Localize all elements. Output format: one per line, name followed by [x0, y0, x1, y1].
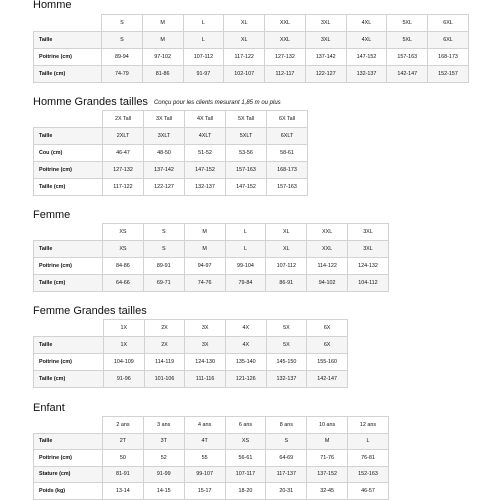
table-cell: 137-152 [307, 466, 348, 483]
table-cell: 3T [143, 433, 184, 450]
table-cell: 84-86 [103, 258, 144, 275]
table-row [34, 354, 348, 371]
column-header: 5XL [387, 15, 428, 32]
table-row [34, 179, 308, 196]
column-header: XL [224, 15, 265, 32]
size-table-femme [33, 223, 389, 292]
table-cell: 142-147 [387, 66, 428, 83]
section-title-femme: Femme [33, 209, 71, 221]
table-cell: 5XL [387, 32, 428, 49]
table-cell: XS [103, 241, 144, 258]
table-cell: 55 [184, 450, 225, 467]
table-cell: M [184, 241, 225, 258]
column-header: 2X [144, 320, 185, 337]
table-cell: 3XLT [144, 128, 185, 145]
table-header-row [34, 417, 389, 434]
table-cell: 13-14 [103, 483, 144, 500]
table-cell: 152-163 [348, 466, 389, 483]
table-cell: 46-57 [348, 483, 389, 500]
column-header: XXL [265, 15, 306, 32]
column-header: 5X Tall [226, 111, 267, 128]
table-cell: 69-71 [143, 275, 184, 292]
column-header: 6X [307, 320, 348, 337]
table-cell: 137-142 [305, 49, 346, 66]
table-cell: 121-126 [225, 371, 266, 388]
column-header: S [143, 224, 184, 241]
table-cell: 112-117 [265, 66, 306, 83]
column-header: 2 ans [103, 417, 144, 434]
table-row [34, 450, 389, 467]
table-cell: 157-163 [387, 49, 428, 66]
table-cell: 81-86 [142, 66, 183, 83]
column-header: 2X Tall [103, 111, 144, 128]
column-header: L [183, 15, 224, 32]
table-cell: 15-17 [184, 483, 225, 500]
table-cell: 81-91 [103, 466, 144, 483]
table-cell: 117-137 [266, 466, 307, 483]
column-header: 12 ans [348, 417, 389, 434]
table-cell: 48-50 [144, 145, 185, 162]
row-label: Poids (kg) [34, 483, 103, 500]
table-cell: 107-112 [183, 49, 224, 66]
table-cell: 2XLT [103, 128, 144, 145]
table-cell: 117-122 [224, 49, 265, 66]
size-table-homme [33, 14, 469, 83]
table-cell: 99-104 [225, 258, 266, 275]
column-header: 4 ans [184, 417, 225, 434]
table-cell: 14-15 [143, 483, 184, 500]
table-cell: 107-117 [225, 466, 266, 483]
table-cell: 3XL [348, 241, 389, 258]
size-table-homme-grandes-tailles [33, 110, 308, 196]
table-cell: XXL [265, 32, 306, 49]
column-header: M [184, 224, 225, 241]
row-label: Poitrine (cm) [34, 49, 102, 66]
table-cell: 104-112 [348, 275, 389, 292]
table-cell: 168-173 [428, 49, 469, 66]
table-cell: 4XL [346, 32, 387, 49]
column-header: 3XL [305, 15, 346, 32]
table-cell: S [143, 241, 184, 258]
table-cell: 64-69 [266, 450, 307, 467]
column-header: 3X [185, 320, 226, 337]
table-cell: 4X [225, 337, 266, 354]
header-corner [34, 320, 104, 337]
column-header: 6X Tall [267, 111, 308, 128]
row-label: Poitrine (cm) [34, 450, 103, 467]
table-cell: 91-97 [183, 66, 224, 83]
section-note: Conçu pour les clients mesurant 1,85 m ou plus [153, 100, 281, 106]
row-label: Poitrine (cm) [34, 162, 103, 179]
table-cell: 74-79 [102, 66, 143, 83]
column-header: L [225, 224, 266, 241]
table-cell: 107-112 [266, 258, 307, 275]
table-cell: 145-150 [266, 354, 307, 371]
table-cell: 74-76 [184, 275, 225, 292]
table-cell: 124-132 [348, 258, 389, 275]
row-label: Taille [34, 241, 103, 258]
table-cell: S [102, 32, 143, 49]
table-cell: XXL [307, 241, 348, 258]
table-cell: 157-163 [267, 179, 308, 196]
table-cell: 94-102 [307, 275, 348, 292]
table-cell: 52 [143, 450, 184, 467]
table-cell: 51-52 [185, 145, 226, 162]
table-cell: 6XLT [267, 128, 308, 145]
table-row [34, 275, 389, 292]
column-header: 3 ans [143, 417, 184, 434]
size-table-enfant [33, 416, 389, 500]
row-label: Taille [34, 337, 104, 354]
table-cell: 58-61 [267, 145, 308, 162]
column-header: 8 ans [266, 417, 307, 434]
header-corner [34, 417, 103, 434]
table-cell: 5XLT [226, 128, 267, 145]
row-label: Taille [34, 128, 103, 145]
row-label: Taille [34, 433, 103, 450]
table-row [34, 162, 308, 179]
table-cell: 91-96 [104, 371, 145, 388]
table-cell: 104-109 [104, 354, 145, 371]
column-header: M [142, 15, 183, 32]
table-cell: 50 [103, 450, 144, 467]
table-row [34, 371, 348, 388]
table-cell: 71-76 [307, 450, 348, 467]
table-cell: 147-152 [346, 49, 387, 66]
table-cell: 117-122 [103, 179, 144, 196]
column-header: 4X [225, 320, 266, 337]
table-cell: 168-173 [267, 162, 308, 179]
size-table-femme-grandes-tailles [33, 319, 348, 388]
column-header: 5X [266, 320, 307, 337]
column-header: 4X Tall [185, 111, 226, 128]
table-cell: 64-66 [103, 275, 144, 292]
table-header-row [34, 111, 308, 128]
table-cell: 1X [104, 337, 145, 354]
table-cell: 76-81 [348, 450, 389, 467]
row-label: Poitrine (cm) [34, 354, 104, 371]
column-header: 1X [104, 320, 145, 337]
row-label: Taille (cm) [34, 275, 103, 292]
table-cell: 127-132 [103, 162, 144, 179]
row-label: Stature (cm) [34, 466, 103, 483]
table-cell: 18-20 [225, 483, 266, 500]
table-cell: 89-94 [102, 49, 143, 66]
table-cell: 155-160 [307, 354, 348, 371]
table-cell: 127-132 [265, 49, 306, 66]
table-cell: 114-119 [144, 354, 185, 371]
table-cell: 91-99 [143, 466, 184, 483]
table-cell: 147-152 [185, 162, 226, 179]
table-cell: 20-31 [266, 483, 307, 500]
table-cell: 111-116 [185, 371, 226, 388]
table-row [34, 337, 348, 354]
table-cell: 101-106 [144, 371, 185, 388]
table-cell: XL [266, 241, 307, 258]
table-cell: 147-152 [226, 179, 267, 196]
table-cell: 46-47 [103, 145, 144, 162]
table-cell: 2T [103, 433, 144, 450]
table-row [34, 483, 389, 500]
table-cell: 99-107 [184, 466, 225, 483]
table-cell: M [307, 433, 348, 450]
table-cell: M [142, 32, 183, 49]
column-header: 3XL [348, 224, 389, 241]
header-corner [34, 15, 102, 32]
table-cell: 132-137 [266, 371, 307, 388]
column-header: 10 ans [307, 417, 348, 434]
column-header: 6 ans [225, 417, 266, 434]
header-corner [34, 224, 103, 241]
row-label: Taille (cm) [34, 66, 102, 83]
table-cell: 94-97 [184, 258, 225, 275]
row-label: Taille (cm) [34, 179, 103, 196]
table-row [34, 66, 469, 83]
table-cell: 102-107 [224, 66, 265, 83]
table-header-row [34, 224, 389, 241]
section-title-text: Homme Grandes tailles [33, 96, 148, 108]
column-header: 6XL [428, 15, 469, 32]
row-label: Taille (cm) [34, 371, 104, 388]
table-row [34, 258, 389, 275]
table-cell: 86-91 [266, 275, 307, 292]
table-row [34, 32, 469, 49]
table-cell: 135-140 [225, 354, 266, 371]
table-cell: L [183, 32, 224, 49]
table-cell: 53-56 [226, 145, 267, 162]
table-cell: 157-163 [226, 162, 267, 179]
table-cell: 89-91 [143, 258, 184, 275]
table-cell: XS [225, 433, 266, 450]
section-title-enfant: Enfant [33, 402, 65, 414]
table-row [34, 466, 389, 483]
table-cell: 79-84 [225, 275, 266, 292]
table-cell: S [266, 433, 307, 450]
table-row [34, 128, 308, 145]
table-cell: L [225, 241, 266, 258]
column-header: XL [266, 224, 307, 241]
table-cell: 137-142 [144, 162, 185, 179]
column-header: 3X Tall [144, 111, 185, 128]
table-row [34, 145, 308, 162]
table-cell: 3XL [305, 32, 346, 49]
header-corner [34, 111, 103, 128]
table-cell: 32-45 [307, 483, 348, 500]
section-title-homme-grandes-tailles [33, 96, 281, 108]
table-cell: 97-102 [142, 49, 183, 66]
table-cell: 5X [266, 337, 307, 354]
table-row [34, 433, 389, 450]
table-cell: L [348, 433, 389, 450]
table-cell: 3X [185, 337, 226, 354]
section-title-homme: Homme [33, 0, 72, 11]
table-row [34, 49, 469, 66]
table-cell: XL [224, 32, 265, 49]
column-header: XS [103, 224, 144, 241]
table-cell: 132-137 [185, 179, 226, 196]
column-header: 4XL [346, 15, 387, 32]
table-row [34, 241, 389, 258]
column-header: XXL [307, 224, 348, 241]
table-cell: 132-137 [346, 66, 387, 83]
row-label: Poitrine (cm) [34, 258, 103, 275]
column-header: S [102, 15, 143, 32]
table-cell: 4XLT [185, 128, 226, 145]
table-header-row [34, 320, 348, 337]
table-cell: 152-157 [428, 66, 469, 83]
table-cell: 122-127 [144, 179, 185, 196]
table-cell: 56-61 [225, 450, 266, 467]
table-cell: 122-127 [305, 66, 346, 83]
table-cell: 6X [307, 337, 348, 354]
table-cell: 124-130 [185, 354, 226, 371]
table-cell: 114-122 [307, 258, 348, 275]
row-label: Cou (cm) [34, 145, 103, 162]
row-label: Taille [34, 32, 102, 49]
table-cell: 2X [144, 337, 185, 354]
table-cell: 6XL [428, 32, 469, 49]
table-cell: 142-147 [307, 371, 348, 388]
table-header-row [34, 15, 469, 32]
table-cell: 4T [184, 433, 225, 450]
section-title-femme-grandes-tailles: Femme Grandes tailles [33, 305, 147, 317]
